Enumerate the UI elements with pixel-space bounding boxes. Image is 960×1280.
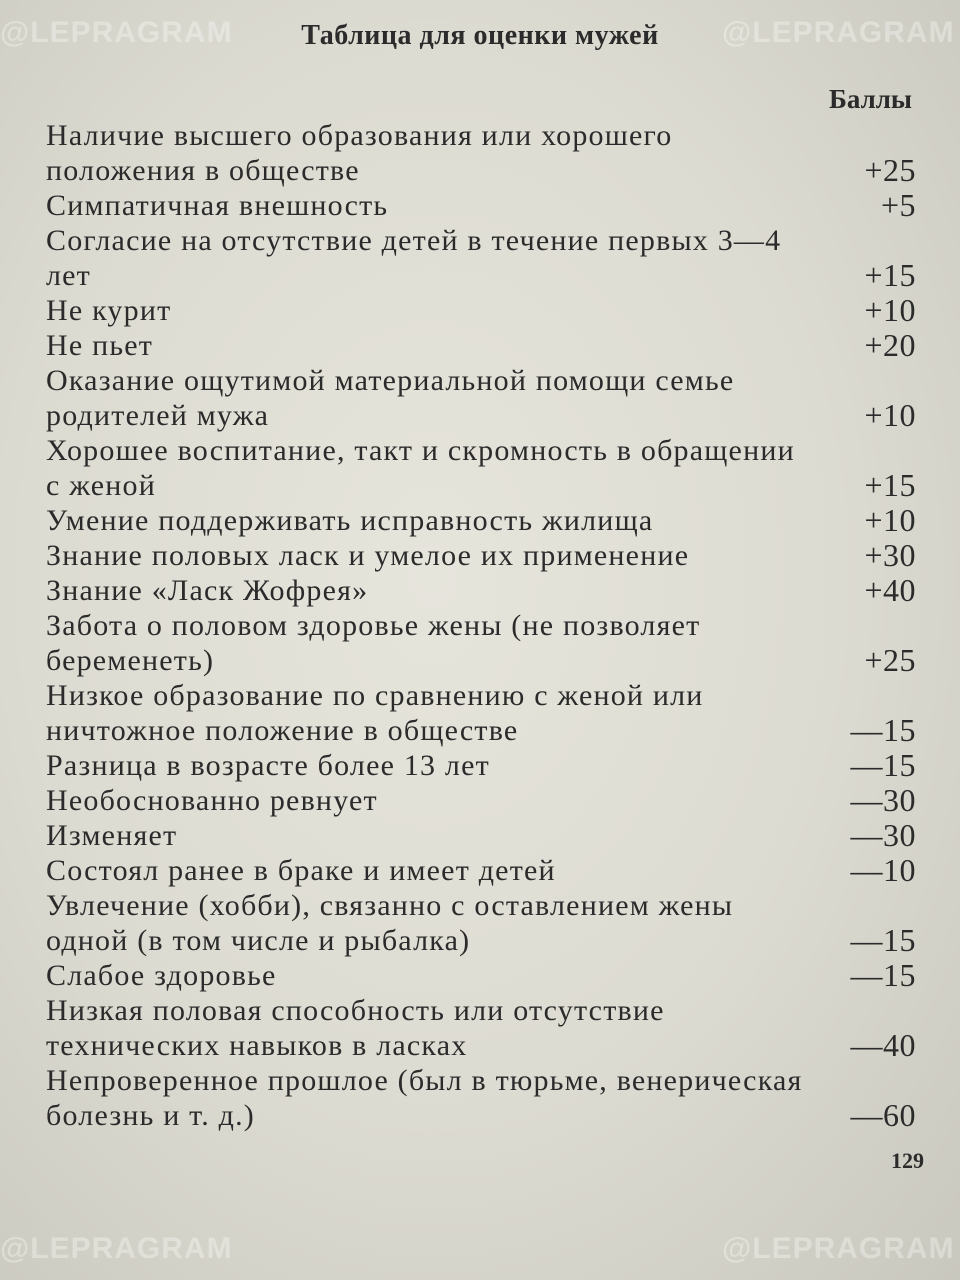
- table-row: [46, 748, 916, 783]
- table-row: [46, 363, 916, 433]
- row-criterion: Оказание ощутимой материальной помощи семье родителей мужа: [46, 364, 735, 432]
- table-row: [46, 573, 916, 608]
- row-criterion: Низкая половая способность или отсутствие технических навыков в ласках: [46, 994, 665, 1062]
- row-criterion: Необоснованно ревнует: [46, 784, 378, 817]
- table-row: [46, 538, 916, 573]
- row-score: —15: [850, 747, 916, 783]
- row-score: —60: [850, 1097, 916, 1133]
- page-title: Таблица для оценки мужей: [301, 20, 659, 51]
- row-score: +30: [864, 537, 916, 573]
- table-row: [46, 293, 916, 328]
- row-criterion: Согласие на отсутствие детей в течение первых 3—4 лет: [46, 224, 782, 292]
- row-score: +15: [864, 467, 916, 503]
- row-score: +10: [864, 397, 916, 433]
- table-row: [46, 433, 916, 503]
- table-row: [46, 188, 916, 223]
- row-criterion: Хорошее воспитание, такт и скромность в обращении с женой: [46, 434, 795, 502]
- table-row: [46, 783, 916, 818]
- table-row: [46, 888, 916, 958]
- row-criterion: Забота о половом здоровье жены (не позволяет беременеть): [46, 609, 701, 677]
- table-row: [46, 958, 916, 993]
- watermark-bottom-left: @LEPRAGRAM: [0, 1232, 233, 1265]
- row-criterion: Не курит: [46, 294, 172, 327]
- row-criterion: Симпатичная внешность: [46, 189, 389, 222]
- row-score: —30: [850, 817, 916, 853]
- row-score: —15: [850, 922, 916, 958]
- row-criterion: Знание «Ласк Жофрея»: [46, 574, 369, 607]
- table-row: [46, 503, 916, 538]
- row-score: +10: [864, 502, 916, 538]
- row-score: —10: [850, 852, 916, 888]
- row-criterion: Умение поддерживать исправность жилища: [46, 504, 654, 537]
- table-row: [46, 1063, 916, 1133]
- rating-table: [46, 118, 916, 1133]
- row-score: +25: [864, 642, 916, 678]
- row-criterion: Увлечение (хобби), связанно с оставлением жены одной (в том числе и рыбалка): [46, 889, 734, 957]
- row-criterion: Наличие высшего образования или хорошего положения в обществе: [46, 119, 673, 187]
- row-score: +15: [864, 257, 916, 293]
- table-row: [46, 223, 916, 293]
- row-score: —15: [850, 712, 916, 748]
- row-score: +40: [864, 572, 916, 608]
- watermark-top-right: @LEPRAGRAM: [722, 16, 955, 49]
- watermark-bottom-right: @LEPRAGRAM: [722, 1232, 955, 1265]
- table-row: [46, 328, 916, 363]
- row-criterion: Слабое здоровье: [46, 959, 277, 992]
- table-row: [46, 608, 916, 678]
- row-criterion: Изменяет: [46, 819, 178, 852]
- table-row: [46, 118, 916, 188]
- page-number: 129: [891, 1148, 924, 1173]
- watermark-top-left: @LEPRAGRAM: [0, 16, 233, 49]
- row-criterion: Низкое образование по сравнению с женой или ничтожное положение в обществе: [46, 679, 704, 747]
- table-row: [46, 678, 916, 748]
- row-score: —40: [850, 1027, 916, 1063]
- row-score: +20: [864, 327, 916, 363]
- row-score: +10: [864, 292, 916, 328]
- row-score: —30: [850, 782, 916, 818]
- table-row: [46, 818, 916, 853]
- row-criterion: Знание половых ласк и умелое их применение: [46, 539, 690, 572]
- points-column-header: Баллы: [829, 84, 912, 114]
- row-score: +5: [880, 187, 916, 223]
- row-criterion: Не пьет: [46, 329, 154, 362]
- table-row: [46, 853, 916, 888]
- row-score: —15: [850, 957, 916, 993]
- row-criterion: Непроверенное прошлое (был в тюрьме, венерическая болезнь и т. д.): [46, 1064, 803, 1132]
- row-criterion: Состоял ранее в браке и имеет детей: [46, 854, 556, 887]
- row-criterion: Разница в возрасте более 13 лет: [46, 749, 490, 782]
- row-score: +25: [864, 152, 916, 188]
- table-row: [46, 993, 916, 1063]
